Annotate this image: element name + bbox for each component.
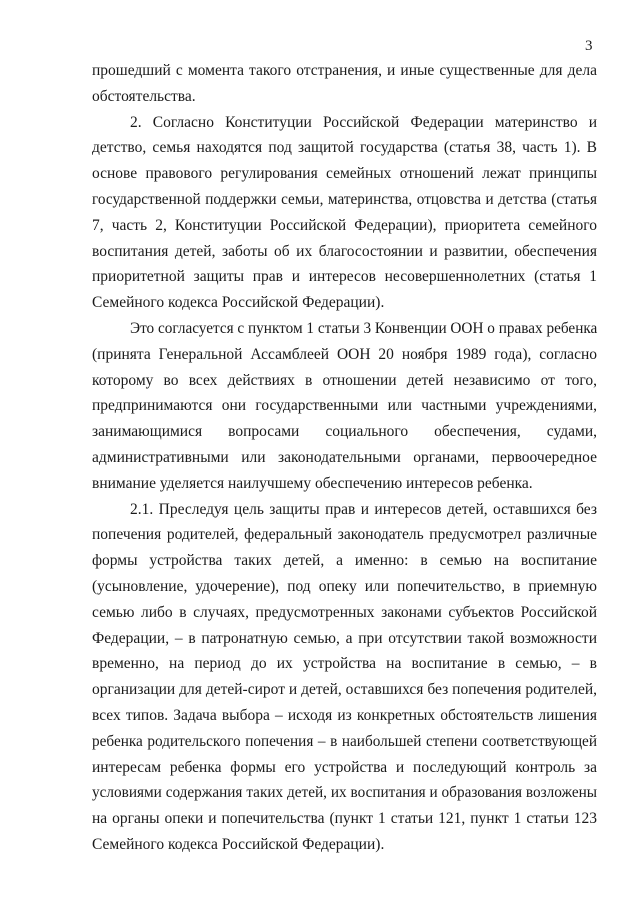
paragraph bbox=[92, 58, 597, 110]
text-line: внимание уделяется наилучшему обеспечению интересов ребенка. bbox=[92, 474, 533, 492]
text-line: которому во всех действиях в отношении детей независимо от того, bbox=[92, 371, 597, 389]
text-line: государственной поддержки семьи, материнства, отцовства и детства (статья bbox=[92, 190, 597, 208]
text-line: Семейного кодекса Российской Федерации). bbox=[92, 835, 385, 853]
text-line: административными или законодательными органами, первоочередное bbox=[92, 448, 597, 466]
paragraph bbox=[92, 497, 597, 858]
text-line: предпринимаются они государственными или частными учреждениями, bbox=[92, 397, 597, 415]
text-line: 7, часть 2, Конституции Российской Федерации), приоритета семейного bbox=[92, 216, 597, 234]
text-line: обстоятельства. bbox=[92, 87, 196, 105]
text-line: ребенка родительского попечения – в наибольшей степени соответствующей bbox=[92, 732, 597, 750]
text-line: основе правового регулирования семейных отношений лежат принципы bbox=[92, 165, 597, 183]
text-line: формы устройства таких детей, а именно: в семью на воспитание bbox=[92, 552, 597, 570]
text-line: семью либо в случаях, предусмотренных законами субъектов Российской bbox=[92, 603, 597, 621]
text-line: Это согласуется с пунктом 1 статьи 3 Конвенции ООН о правах ребенка bbox=[130, 319, 598, 337]
text-line: условиями содержания таких детей, их воспитания и образования возложены bbox=[92, 784, 597, 802]
text-line: 2. Согласно Конституции Российской Федерации материнство и bbox=[130, 113, 597, 131]
text-line: прошедший с момента такого отстранения, и иные существенные для дела bbox=[92, 62, 597, 79]
text-line: организации для детей-сирот и детей, оставшихся без попечения родителей, bbox=[92, 681, 597, 699]
text-line: (усыновление, удочерение), под опеку или попечительство, в приемную bbox=[92, 577, 597, 595]
text-line: 2.1. Преследуя цель защиты прав и интересов детей, оставшихся без bbox=[130, 500, 597, 518]
document-body bbox=[92, 58, 597, 858]
text-line: воспитания детей, заботы об их благосостоянии и развитии, обеспечения bbox=[92, 242, 597, 260]
text-line: временно, на период до их устройства на воспитание в семью, – в bbox=[92, 655, 597, 673]
text-line: Федерации, – в патронатную семью, а при отсутствии такой возможности bbox=[92, 629, 597, 647]
page-number: 3 bbox=[585, 38, 593, 54]
text-line: попечения родителей, федеральный законодатель предусмотрел различные bbox=[92, 526, 597, 544]
text-line: (принята Генеральной Ассамблеей ООН 20 ноября 1989 года), согласно bbox=[92, 345, 597, 363]
text-line: детство, семья находятся под защитой государства (статья 38, часть 1). В bbox=[92, 139, 597, 157]
paragraph bbox=[92, 110, 597, 316]
paragraph bbox=[92, 316, 597, 497]
text-line: на органы опеки и попечительства (пункт 1 статьи 121, пункт 1 статьи 123 bbox=[92, 810, 597, 828]
text-line: интересам ребенка формы его устройства и последующий контроль за bbox=[92, 758, 597, 776]
text-line: приоритетной защиты прав и интересов несовершеннолетних (статья 1 bbox=[92, 268, 597, 286]
text-line: занимающимися вопросами социального обеспечения, судами, bbox=[92, 423, 597, 441]
text-line: Семейного кодекса Российской Федерации). bbox=[92, 294, 385, 312]
text-line: всех типов. Задача выбора – исходя из конкретных обстоятельств лишения bbox=[92, 706, 597, 724]
